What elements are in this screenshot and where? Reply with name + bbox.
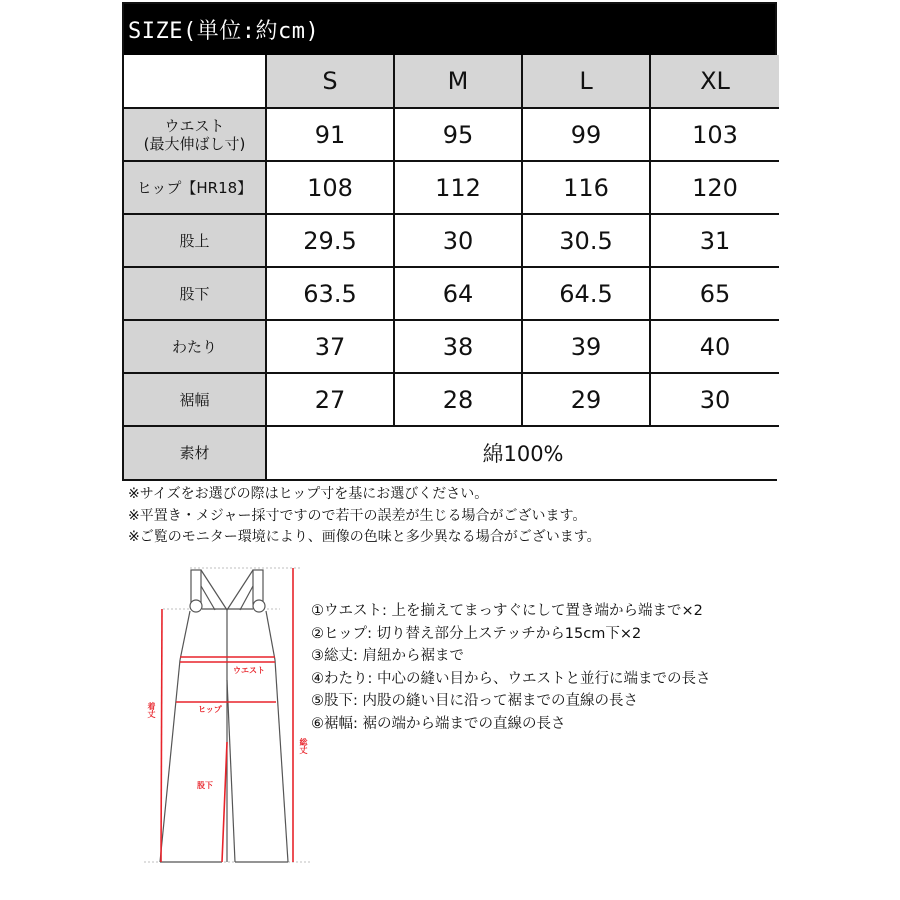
legend-item: ②ヒップ: 切り替え部分上ステッチから15cm下×2 (311, 625, 642, 642)
cell-value: 99 (522, 108, 650, 161)
table-row-hem-width (124, 373, 779, 426)
cell-value: 64 (394, 267, 522, 320)
label-length: 着丈 (147, 702, 156, 718)
note-line: ※サイズをお選びの際はヒップ寸を基にお選びください。 (128, 486, 489, 502)
cell-value: 91 (266, 108, 394, 161)
cell-value: 64.5 (522, 267, 650, 320)
measurement-legend (311, 600, 711, 735)
legend-item: ④わたり: 中心の縫い目から、ウエストと並行に端までの長さ (311, 670, 711, 687)
row-label-hem-width: 裾幅 (124, 373, 266, 426)
cell-value: 30 (394, 214, 522, 267)
cell-value: 29.5 (266, 214, 394, 267)
size-header-s: S (266, 55, 394, 108)
size-header-row (124, 55, 779, 108)
row-label-hip: ヒップ【HR18】 (124, 161, 266, 214)
row-label-material: 素材 (124, 426, 266, 479)
cell-value: 65 (650, 267, 779, 320)
legend-item: ①ウエスト: 上を揃えてまっすぐにして置き端から端まで×2 (311, 603, 703, 619)
cell-value: 29 (522, 373, 650, 426)
note-line: ※ご覧のモニター環境により、画像の色味と多少異なる場合がございます。 (128, 529, 601, 545)
notes (128, 484, 601, 549)
cell-value: 103 (650, 108, 779, 161)
material-value: 綿100% (266, 426, 779, 479)
label-total-length: 総丈 (299, 738, 308, 754)
cell-value: 27 (266, 373, 394, 426)
note-line: ※平置き・メジャー採寸ですので若干の誤差が生じる場合がございます。 (128, 507, 587, 524)
table-row-hip (124, 161, 779, 214)
cell-value: 37 (266, 320, 394, 373)
legend-item: ⑤股下: 内股の縫い目に沿って裾までの直線の長さ (311, 693, 638, 709)
cell-value: 30 (650, 373, 779, 426)
table-title: SIZE(単位:約cm) (124, 4, 775, 55)
legend-item: ⑥裾幅: 裾の端から端までの直線の長さ (311, 715, 566, 732)
row-label-text: ウエスト (164, 116, 225, 135)
overalls-diagram (130, 560, 330, 880)
cell-value: 31 (650, 214, 779, 267)
cell-value: 38 (394, 320, 522, 373)
cell-value: 95 (394, 108, 522, 161)
cell-value: 112 (394, 161, 522, 214)
row-label-inseam: 股下 (124, 267, 266, 320)
size-header-l: L (522, 55, 650, 108)
row-label-rise: 股上 (124, 214, 266, 267)
label-inseam: 股下 (197, 781, 213, 790)
overalls-outline-icon (130, 560, 330, 880)
table-row-material (124, 426, 779, 479)
row-label-waist (124, 108, 266, 161)
table-row-inseam (124, 267, 779, 320)
cell-value: 28 (394, 373, 522, 426)
table-row-rise (124, 214, 779, 267)
row-label-thigh: わたり (124, 320, 266, 373)
cell-value: 116 (522, 161, 650, 214)
size-header-m: M (394, 55, 522, 108)
cell-value: 30.5 (522, 214, 650, 267)
size-header-xl: XL (650, 55, 779, 108)
corner-cell (124, 55, 266, 108)
cell-value: 39 (522, 320, 650, 373)
cell-value: 120 (650, 161, 779, 214)
size-grid (124, 55, 779, 479)
label-hip: ヒップ (198, 705, 222, 714)
label-waist: ウエスト (233, 666, 265, 675)
cell-value: 108 (266, 161, 394, 214)
size-chart-table (122, 2, 777, 481)
cell-value: 63.5 (266, 267, 394, 320)
legend-item: ③総丈: 肩紐から裾まで (311, 648, 464, 664)
table-row-thigh (124, 320, 779, 373)
row-label-subtext: (最大伸ばし寸) (143, 134, 246, 153)
cell-value: 40 (650, 320, 779, 373)
table-row-waist (124, 108, 779, 161)
